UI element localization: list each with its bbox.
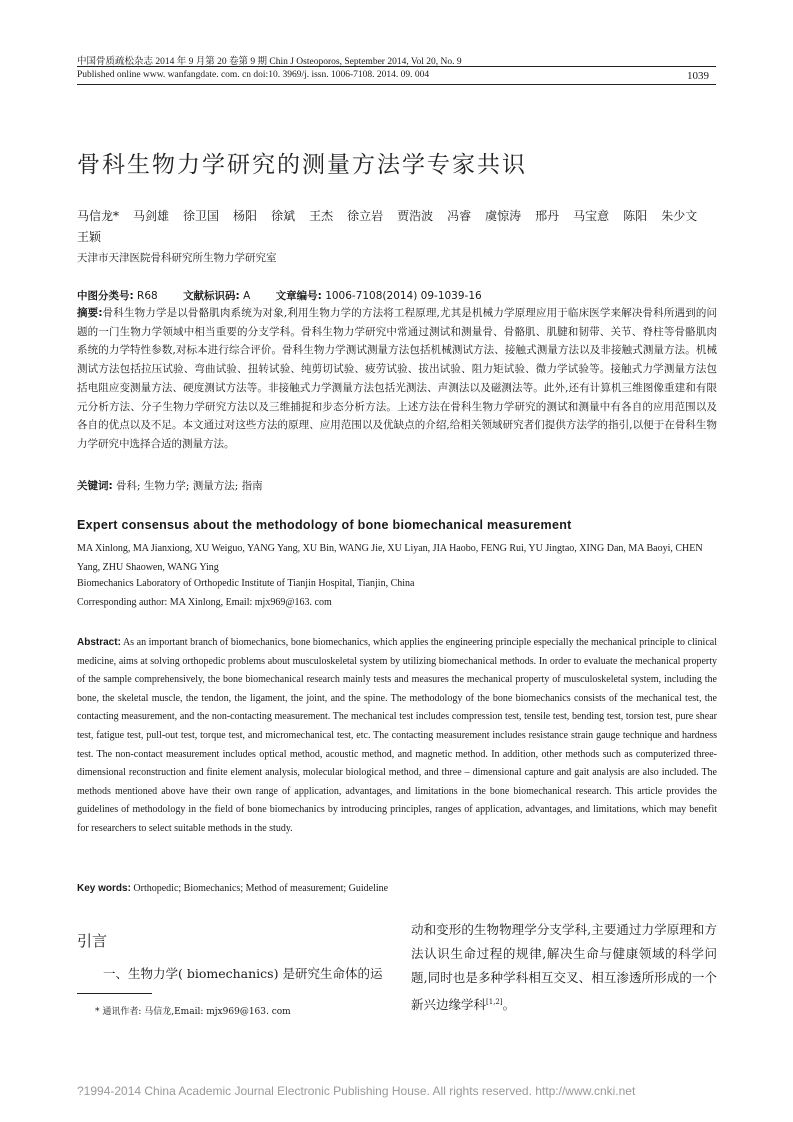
affiliation-en: Biomechanics Laboratory of Orthopedic Institute of Tianjin Hospital, Tianjin, China (77, 578, 415, 589)
header-rule-top (77, 66, 716, 67)
abstract-cn-label: 摘要: (77, 307, 103, 319)
body-right-text: 动和变形的生物物理学分支学科,主要通过力学原理和方法认识生命过程的规律,解决生命与健康领域的科学问题,同时也是多种学科相互交叉、相互渗透所形成的一个新兴边缘学科 (411, 922, 717, 1013)
author-name-cn: 虞惊涛 (485, 209, 522, 223)
journal-header-line1: 中国骨质疏松杂志 2014 年 9 月第 20 卷第 9 期 Chin J Osteoporos, September 2014, Vol 20, No. 9 (77, 57, 462, 67)
author-name-cn: 徐斌 (271, 209, 296, 223)
abstract-en-text: As an important branch of biomechanics, bone biomechanics, which applies the engineering principle especially the mechanical principle to clinical medicine, aims at solving orthopedic problems about musculoskeletal system by utilizing biomechanical methods. In order to evaluate the mechanical property of the sample comprehensively, the bone biomechanical research mainly tests and measures the mechanical property of musculoskeletal system, including the bone, the skeletal muscle, the tendon, the ligament, the joint, and the spine. The methodology of the bone biomechanics consists of the mechanical test, the contacting measurement, and the non-contacting measurement. The mechanical test includes compression test, tensile test, bending test, torsion test, pure shear test, fatigue test, pull-out test, torque test, and micromechanical test, etc. The contacting measurement includes resistance strain gauge technique and hardness test. The non-contact measurement includes optical method, acoustic method, and magnetic method. In addition, other methods such as computerized three-dimensional reconstruction and finite element analysis, molecular biological method, and three – dimensional capture and gait analysis are also included. The methods mentioned above have their own range of application, advantages, and limitations in the bone biomechanical research. This article provides the guidelines of methodology in the field of bone biomechanics by introducing principles, ranges of application, advantages, and limitations, which may benefit for researchers to select suitable methods in the study. (77, 637, 717, 834)
author-name-cn: 王杰 (309, 209, 334, 223)
header-rule-bottom (77, 84, 716, 85)
doc-code-label: 文献标识码: (183, 290, 240, 302)
clc-value: R68 (137, 290, 158, 302)
keywords-en (77, 883, 388, 894)
author-name-cn: 杨阳 (233, 209, 258, 223)
author-name-cn: 马信龙* (77, 209, 120, 223)
author-name-cn: 冯睿 (447, 209, 472, 223)
author-name-cn: 贾浩波 (397, 209, 434, 223)
author-name-cn: 陈阳 (623, 209, 648, 223)
keywords-cn-text: 骨科; 生物力学; 测量方法; 指南 (116, 480, 263, 492)
article-title: 骨科生物力学研究的测量方法学专家共识 (77, 152, 527, 178)
section-heading-introduction: 引言 (77, 932, 108, 950)
publisher-footer: ?1994-2014 China Academic Journal Electronic Publishing House. All rights reserved. http://www.cnki.net (77, 1084, 636, 1098)
abstract-en-label: Abstract: (77, 637, 121, 648)
clc-label: 中图分类号: (77, 290, 134, 302)
author-name-cn: 王颖 (77, 230, 102, 244)
keywords-cn-label: 关键词: (77, 480, 113, 492)
footnote-corresponding: * 通讯作者: 马信龙,Email: mjx969@163. com (95, 1007, 291, 1017)
classification-meta (77, 288, 482, 303)
journal-header-line2: Published online www. wanfangdate. com. cn doi:10. 3969/j. issn. 1006-7108. 2014. 09. 004 (77, 70, 430, 80)
abstract-cn (77, 304, 717, 454)
body-paragraph-left: 一、生物力学( biomechanics) 是研究生命体的运 (103, 966, 383, 981)
author-name-cn: 徐立岩 (347, 209, 384, 223)
author-name-cn: 马剑雄 (133, 209, 170, 223)
keywords-en-label: Key words: (77, 883, 131, 894)
abstract-cn-text: 骨科生物力学是以骨骼肌肉系统为对象,利用生物力学的方法将工程原理,尤其是机械力学原理应用于临床医学来解决骨科所遇到的问题的一门生物力学领域中相当重要的分支学科。骨科生物力学研究中常通过测试和测量骨、骨骼肌、肌腱和韧带、关节、脊柱等骨骼肌肉系统的力学特性参数,对标本进行综合评价。骨科生物力学测试测量方法包括机械测试方法、接触式测量方法以及非接触式测量方法。机械测试方法包括拉压试验、弯曲试验、扭转试验、纯剪切试验、疲劳试验、拔出试验、阻力矩试验、微力学试验等。接触式力学测量方法包括电阻应变测量方法、硬度测试方法等。非接触式力学测量方法包括光测法、声测法以及磁测法等。此外,还有计算机三维图像重建和有限元分析方法、分子生物力学研究方法以及三维捕捉和步态分析方法。上述方法在骨科生物力学研究的测试和测量中有各自的应用范围以及各自的优点以及不足。本文通过对这些方法的原理、应用范围以及优缺点的介绍,给相关领域研究者们提供方法学的指引,以便于在骨科生物力学研究中选择合适的测量方法。 (77, 307, 717, 450)
article-no-value: 1006-7108(2014) 09-1039-16 (325, 290, 482, 302)
author-name-cn: 朱少文 (661, 209, 698, 223)
author-name-cn: 邢丹 (535, 209, 560, 223)
page-number: 1039 (687, 70, 709, 82)
keywords-en-text: Orthopedic; Biomechanics; Method of measurement; Guideline (133, 883, 389, 894)
doc-code-value: A (243, 290, 251, 302)
body-right-end: 。 (502, 997, 516, 1013)
keywords-cn (77, 478, 263, 493)
corresponding-author-en: Corresponding author: MA Xinlong, Email: mjx969@163. com (77, 597, 332, 608)
authors-cn (77, 206, 717, 248)
author-name-cn: 马宝意 (573, 209, 610, 223)
authors-en: MA Xinlong, MA Jianxiong, XU Weiguo, YANG Yang, XU Bin, WANG Jie, XU Liyan, JIA Haobo, FENG Rui, YU Jingtao, XING Dan, MA Baoyi, CHEN Yang, ZHU Shaowen, WANG Ying (77, 543, 703, 573)
affiliation-cn: 天津市天津医院骨科研究所生物力学研究室 (77, 252, 277, 264)
body-paragraph-right (411, 918, 717, 1017)
footnote-rule (77, 993, 152, 994)
citation-ref[interactable]: [1,2] (486, 998, 503, 1006)
author-name-cn: 徐卫国 (183, 209, 220, 223)
article-title-en: Expert consensus about the methodology of bone biomechanical measurement (77, 518, 572, 532)
article-no-label: 文章编号: (275, 290, 322, 302)
abstract-en (77, 634, 717, 839)
